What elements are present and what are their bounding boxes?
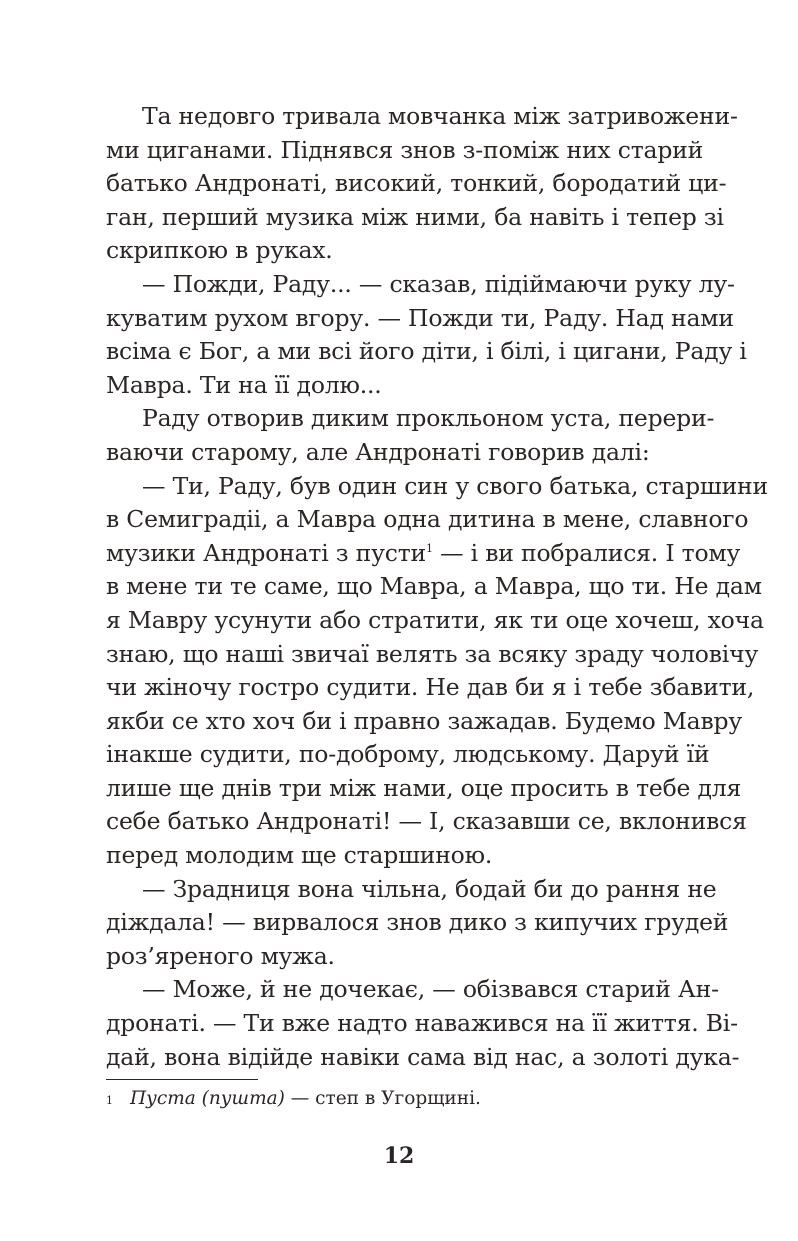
paragraph-6 <box>106 973 740 1074</box>
text-line-start: музики Андронаті з пусти <box>106 538 426 567</box>
text-line: перед молодим ще старшиною. <box>106 841 493 870</box>
text-line: якби се хто хоч би і правно зажадав. Будемо Мавру <box>106 706 742 735</box>
text-line: роз’яреного мужа. <box>106 941 335 970</box>
text-line: себе батько Андронаті! — І, сказавши се, вклонився <box>106 807 747 836</box>
footnote <box>106 1086 703 1112</box>
text-line: скрипкою в руках. <box>106 236 333 265</box>
page-number: 12 <box>383 1143 415 1169</box>
text-line: інакше судити, по-доброму, людському. Даруй їй <box>106 740 710 769</box>
text-line-with-footnote <box>106 537 741 571</box>
text-line: куватим рухом вгору. — Пожди ти, Раду. Над нами <box>106 303 734 332</box>
text-line: всіма є Бог, а ми всі його діти, і білі, і цигани, Раду і <box>106 337 747 366</box>
paragraph-2 <box>106 268 747 402</box>
text-line: — Зрадниця вона чільна, бодай би до рання не <box>142 874 717 903</box>
text-line: — Може, й не дочекає, — обізвався старий Ан- <box>142 975 719 1004</box>
paragraph-4 <box>106 470 768 873</box>
paragraph-3 <box>106 402 715 469</box>
text-line: ми циганами. Піднявся знов з-поміж них старий <box>106 135 704 164</box>
text-line: лише ще днів три між нами, оце просить в тебе для <box>106 773 742 802</box>
paragraph-1 <box>106 100 738 268</box>
text-line: — Ти, Раду, був один син у свого батька, старшини <box>142 471 768 500</box>
text-line: в мене ти те саме, що Мавра, а Мавра, що ти. Не дам <box>106 572 762 601</box>
text-line: Мавра. Ти на її долю... <box>106 370 382 399</box>
text-line: чи жіночу гостро судити. Не дав би я і тебе збавити, <box>106 673 755 702</box>
main-text <box>106 100 768 1074</box>
footnote-reference: 1 <box>426 541 433 555</box>
footnote-number: 1 <box>106 1094 113 1107</box>
text-line: — Пожди, Раду... — сказав, підіймаючи руку лу- <box>142 269 735 298</box>
text-line: ваючи старому, але Андронаті говорив далі: <box>106 437 650 466</box>
text-line: дронаті. — Ти вже надто наважився на її життя. Ві- <box>106 1009 738 1038</box>
text-line: Раду отворив диким прокльоном уста, перери- <box>142 404 715 433</box>
text-line: знаю, що наші звичаї велять за всяку зраду чоловічу <box>106 639 759 668</box>
footnote-divider <box>106 1079 258 1080</box>
paragraph-5 <box>106 873 729 974</box>
text-line: я Мавру усунути або стратити, як ти оце хочеш, хоча <box>106 605 764 634</box>
text-line: Та недовго тривала мовчанка між затривожени- <box>142 102 738 130</box>
footnote-term: Пуста (пушта) <box>130 1088 285 1109</box>
footnote-text: — степ в Угорщині. <box>284 1088 481 1109</box>
text-line: батько Андронаті, високий, тонкий, бородатий ци- <box>106 169 727 198</box>
text-line: дай, вона відійде навіки сама від нас, а золоті дука- <box>106 1042 740 1071</box>
text-line: діждала! — вирвалося знов дико з кипучих грудей <box>106 908 729 937</box>
text-line-end: — і ви побралися. І тому <box>432 538 741 567</box>
text-line: в Семиградіі, а Мавра одна дитина в мене, славного <box>106 505 749 534</box>
text-line: ган, перший музика між ними, ба навіть і тепер зі <box>106 202 724 231</box>
